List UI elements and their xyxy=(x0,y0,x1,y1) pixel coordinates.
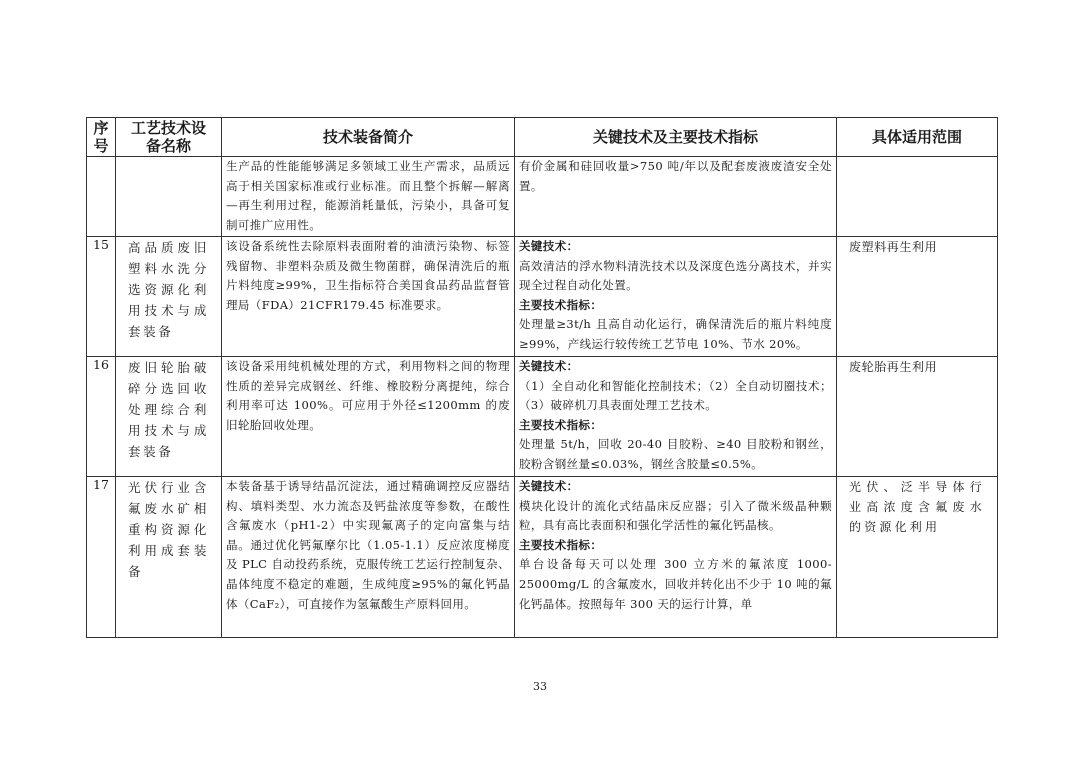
main-indicator-text: 处理量 5t/h，回收 20-40 目胶粉、≥40 目胶粉和钢丝，胶粉含钢丝量≤0.03%，钢丝含胶量≤0.5%。 xyxy=(519,437,832,471)
row-key-technology xyxy=(515,357,837,477)
page-number: 33 xyxy=(533,680,547,693)
row-intro: 生产品的性能能够满足多领域工业生产需求，品质远高于相关国家标准或行业标准。而且整个拆解—解离—再生利用过程，能源消耗量低，污染小，具备可复制可推广应用性。 xyxy=(222,157,515,237)
table-row xyxy=(87,477,998,638)
key-technology-text: 高效清洁的浮水物料清洗技术以及深度色选分离技术，并实现全过程自动化处置。 xyxy=(519,258,832,293)
row-scope xyxy=(837,157,998,237)
technology-table xyxy=(86,117,998,638)
header-serial-number: 序 号 xyxy=(87,118,116,157)
row-key-technology xyxy=(515,477,837,638)
row-intro: 该设备系统性去除原料表面附着的油渍污染物、标签残留物、非塑料杂质及微生物菌群，确保清洗后的瓶片料纯度≥99%，卫生指标符合美国食品药品监督管理局（FDA）21CFR179.45 标准要求。 xyxy=(222,237,515,357)
row-equipment-name: 光伏行业含氟废水矿相重构资源化利用成套装备 xyxy=(116,477,222,638)
main-indicator-text: 处理量≥3t/h 且高自动化运行，确保清洗后的瓶片料纯度≥99%，产线运行较传统工艺节电 10%、节水 20%。 xyxy=(519,317,832,351)
row-key-technology xyxy=(515,237,837,357)
row-equipment-name xyxy=(116,157,222,237)
key-technology-text: （1）全自动化和智能化控制技术；（2）全自动切圈技术；（3）破碎机刀具表面处理工艺技术。 xyxy=(519,378,832,413)
table-header-row xyxy=(87,118,998,157)
row-intro: 该设备采用纯机械处理的方式，利用物料之间的物理性质的差异完成钢丝、纤维、橡胶粉分离提纯，综合利用率可达 100%。可应用于外径≤1200mm 的废旧轮胎回收处理。 xyxy=(222,357,515,477)
row-scope: 光伏、泛半导体行业高浓度含氟废水的资源化利用 xyxy=(837,477,998,638)
row-scope: 废轮胎再生利用 xyxy=(837,357,998,477)
main-indicator-label: 主要技术指标： xyxy=(519,417,603,432)
table-row xyxy=(87,357,998,477)
row-key-technology: 有价金属和硅回收量>750 吨/年以及配套废液废渣安全处置。 xyxy=(515,157,837,237)
key-technology-text: 模块化设计的流化式结晶床反应器；引入了微米级晶种颗粒，具有高比表面积和强化学活性的氟化钙晶核。 xyxy=(519,498,832,533)
main-indicator-text: 单台设备每天可以处理 300 立方米的氟浓度 1000-25000mg/L 的含氟废水，回收并转化出不少于 10 吨的氟化钙晶体。按照每年 300 天的运行计算，单 xyxy=(519,557,832,611)
header-application-scope: 具体适用范围 xyxy=(837,118,998,157)
table-row xyxy=(87,237,998,357)
header-equipment-name: 工艺技术设 备名称 xyxy=(116,118,222,157)
key-technology-label: 关键技术： xyxy=(519,479,579,493)
main-indicator-label: 主要技术指标： xyxy=(519,537,603,552)
header-equipment-intro: 技术装备简介 xyxy=(222,118,515,157)
row-number: 17 xyxy=(87,477,116,638)
row-scope: 废塑料再生利用 xyxy=(837,237,998,357)
key-technology-label: 关键技术： xyxy=(519,359,579,373)
key-technology-label: 关键技术： xyxy=(519,239,579,253)
row-intro: 本装备基于诱导结晶沉淀法，通过精确调控反应器结构、填料类型、水力流态及钙盐浓度等参数，在酸性含氟废水（pH1-2）中实现氟离子的定向富集与结晶。通过优化钙氟摩尔比（1.05-1.1）反应浓度梯度及 PLC 自动投药系统，克服传统工艺运行控制复杂、晶体纯度不稳定的难题，生成纯度≥95%的氟化钙晶体（CaF₂），可直接作为氢氟酸生产原料回用。 xyxy=(222,477,515,638)
row-equipment-name: 废旧轮胎破碎分选回收处理综合利用技术与成套装备 xyxy=(116,357,222,477)
row-number: 15 xyxy=(87,237,116,357)
row-number: 16 xyxy=(87,357,116,477)
table-row xyxy=(87,157,998,237)
main-indicator-label: 主要技术指标： xyxy=(519,297,603,312)
row-number xyxy=(87,157,116,237)
header-key-technology: 关键技术及主要技术指标 xyxy=(515,118,837,157)
row-equipment-name: 高品质废旧塑料水洗分选资源化利用技术与成套装备 xyxy=(116,237,222,357)
